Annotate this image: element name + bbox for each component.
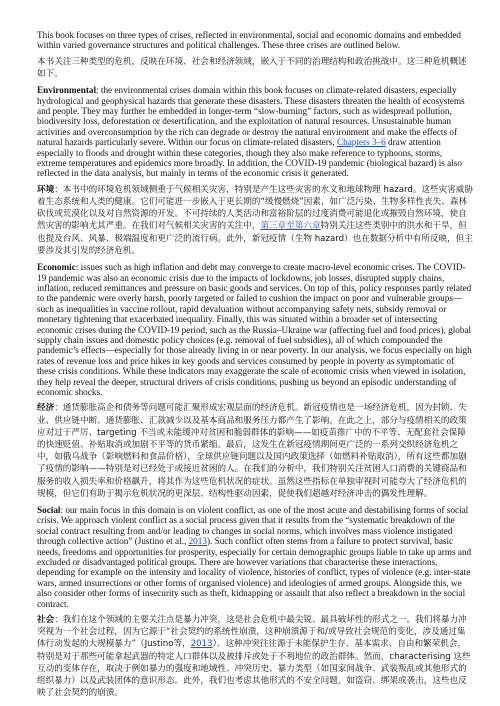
environmental-text-b-zh: 特别关注这些类别中的洪水和干旱，但也提及台风、风暴、极端温度和更广泛的流行病。此外，新冠疫情（生物 hazard）也在数据分析中有所反映，但主要涉及其引发的经济危机。 bbox=[37, 221, 473, 256]
environmental-paragraph-zh bbox=[37, 184, 474, 257]
citation-link[interactable]: 2013 bbox=[188, 536, 207, 547]
social-text-b: ). Such conflict often stems from a failure to protect survival, basic needs, freedoms and opportunities for prosperity, especially for certain demographic groups liable to take up arms and excluded or disadvantaged political groups. There are however variations that characterise these interactions, depending for example on the intensity and locality of violence, histories of conflict, types of violence (e.g. inter-state wars, armed insurrections or other forms of organised violence) and ideologies of armed groups. Alongside this, we also consider other forms of insecurity such as theft, kidnapping or assault that also reflect a breakdown in the social contract. bbox=[37, 536, 472, 609]
intro-paragraph: This book focuses on three types of crises, reflected in environmental, social and economic domains and embedded within varied governance structures and political challenges. These three crises are outlined below. bbox=[37, 30, 462, 51]
environmental-heading: Environmental bbox=[37, 85, 97, 96]
social-heading: Social bbox=[37, 505, 61, 515]
environmental-text-a-zh: ：本书中的环境危机领域侧重于气候相关灾害，特别是产生这些灾害的水文和地球物理 hazard。这些灾害威胁着生态系统和人类的健康。它们可能进一步嵌入于更长期的“缓慢燃烧”因素，如广泛污染、生物多样性丧失、森林砍伐或荒漠化以及对自然资源的开发。不可持续的人类活动和富裕阶层的过度消费可能退化或摧毁自然环境，使自然灾害的影响尤其严重。在我们对气候相关灾害的关注中， bbox=[37, 184, 473, 232]
social-heading-zh: 社会 bbox=[37, 615, 55, 626]
chapters-link[interactable]: Chapters 3–6 bbox=[336, 137, 386, 148]
intro-paragraph-zh: 本书关注三种类型的危机，反映在环境、社会和经济领域，嵌入于不同的治理结构和政治挑战中。这三种危机概述如下。 bbox=[37, 56, 467, 80]
economic-heading-zh: 经济 bbox=[37, 403, 55, 414]
social-text-a: : our main focus in this domain is on violent conflict, as one of the most acute and destabilising forms of social crisis. We approach violent conflict as a social process given that it results from the “systematic breakdown of the social contract resulting from and/or leading to changes in social norms, which involves mass violence instigated through collective action” (Justino et al., bbox=[37, 505, 469, 547]
economic-heading: Economic bbox=[37, 262, 76, 273]
social-paragraph bbox=[37, 505, 474, 609]
economic-text-zh: ：通货膨胀高企和债务等问题可能汇聚形成宏观层面的经济危机。新冠疫情也是一场经济危机，因为封锁、失业、供应链中断、通货膨胀、汇款减少以及基本商品和服务压力都产生了影响。在此之上，部分与疫情相关的政策应对过于严厉、targeting 不当或未能缓冲对贫困和脆弱群体的影响——如疫苗推广中的不平等、无配套社会保障的快速贬值、补贴取消或加剧不平等的货币紧缩。最后，这发生在新冠疫情期间更广泛的一系列交织经济危机之中，如俄乌战争（影响燃料和食品价格），全球供应链问题以及国内政策选择（如燃料补贴取消），所有这些都加剧了疫情的影响——特别是对已经处于或接近贫困的人。在我们的分析中，我们特别关注贫困人口消费的关键商品和服务的收入损失率和价格飙升，将其作为这些危机状况的症状。虽然这些指标在单独审视时可能夸大了经济危机的规模，但它们有助于揭示危机状况的更深层、结构性驱动因素，促使我们超越对经济冲击的偶发性理解。 bbox=[37, 403, 467, 499]
social-text-a-zh: ：我们在这个领域的主要关注点是暴力冲突，这是社会危机中最尖锐、最具破坏性的形式之一。我们将暴力冲突视为一个社会过程，因为它源于“社会契约的系统性崩溃，这种崩溃源于和/或导致社会规范的变化，涉及通过集体行动发起的大规模暴力”（Justino等， bbox=[37, 615, 467, 650]
citation-link-zh[interactable]: 2013 bbox=[190, 639, 213, 650]
environmental-heading-zh: 环境 bbox=[37, 184, 55, 195]
environmental-text-b: draw attention especially to floods and drought within these categories, though they also make reference to typhoons, storms, extreme temperatures and epidemics more broadly. In addition, the COVID-19 pandemic (biological hazard) is also reflected in the data analysis, but mainly in terms of the economic crisis it generated. bbox=[37, 137, 462, 179]
economic-paragraph-zh bbox=[37, 402, 474, 500]
economic-paragraph bbox=[37, 262, 474, 397]
social-paragraph-zh bbox=[37, 614, 474, 699]
social-text-b-zh: ）。这种冲突往往源于未能保护生存、基本需求、自由和繁荣机会，特别是对于那些可能拿起武器的特定人口群体以及被排斥或处于不利地位的政治群体。然而，characterising 这些互动的变体存在，取决于例如暴力的强度和地域性、冲突历史、暴力类型（如国家间战争、武装叛乱或其他形式的组织暴力）以及武装团体的意识形态。此外，我们也考虑其他形式的不安全问题，如盗窃、绑架或袭击，这些也反映了社会契约的崩溃。 bbox=[37, 639, 471, 699]
economic-text: : issues such as high inflation and debt may converge to create macro-level economic crises. The COVID-19 pandemic was also an economic crisis due to the impacts of lockdowns, job losses, disrupted supply chains, inflation, reduced remittances and pressure on basic goods and services. On top of this, policy responses partly related to the pandemic were overly harsh, poorly targeted or failed to cushion the impact on poor and vulnerable groups—such as inequalities in vaccine rollout, rapid devaluation without accompanying safety nets, subsidy removal or monetary tightening that exacerbated inequality. Finally, this was situated within a broader set of intersecting economic crises during the COVID-19 period, such as the Russia–Ukraine war (affecting fuel and food prices), global supply chain issues and domestic policy choices (e.g. removal of fuel subsidies), all of which compounded the pandemic’s effects—especially for those already living in or near poverty. In our analysis, we focus especially on high rates of revenue loss and price hikes in key goods and services consumed by people in poverty as symptomatic of these crisis conditions. While these indicators may exaggerate the scale of economic crisis when viewed in isolation, they help reveal the deeper, structural drivers of crisis conditions, pushing us beyond an episodic understanding of economic shocks. bbox=[37, 262, 472, 397]
environmental-text-a: : the environmental crises domain within this book focuses on climate-related disasters, especially hydrological and geophysical hazards that generate these disasters. These disasters threaten the health of ecosystems and people. They may further be embedded in longer-term “slow-burning” factors, such as widespread pollution, biodiversity loss, deforestation or desertification, and the exploitation of natural resources. Unsustainable human activities and overconsumption by the rich can degrade or destroy the natural environment and make the effects of natural hazards particularly severe. Within our focus on climate-related disasters, bbox=[37, 85, 465, 148]
environmental-paragraph bbox=[37, 85, 474, 179]
chapters-link-zh[interactable]: 第三章至第六章 bbox=[260, 221, 321, 232]
